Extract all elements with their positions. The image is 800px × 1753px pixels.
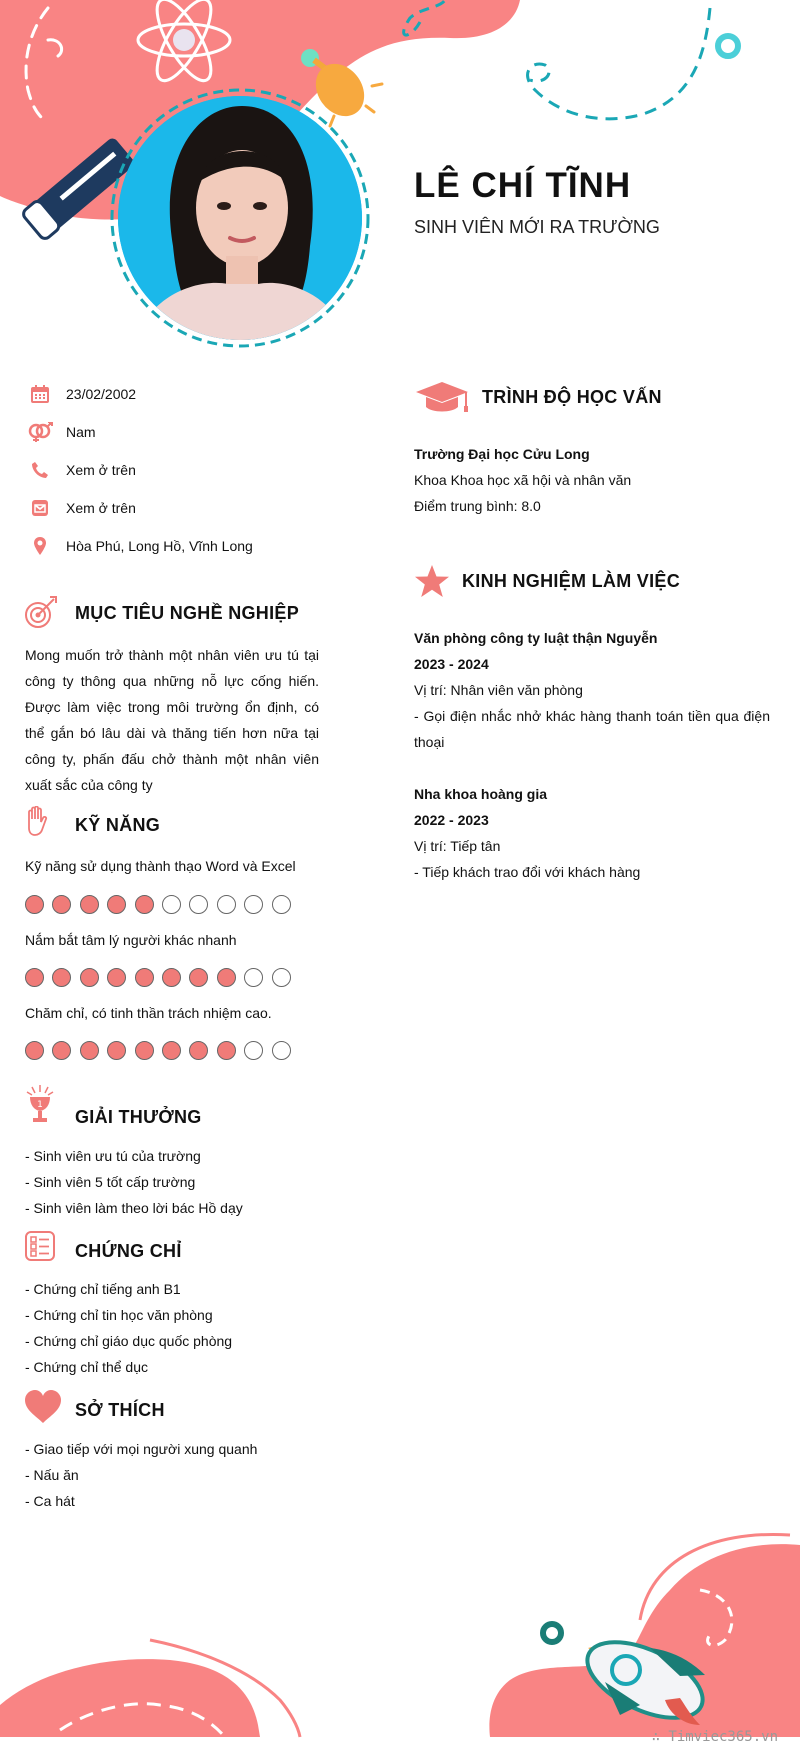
list-item: - Giao tiếp với mọi người xung quanh [25, 1441, 258, 1457]
hobbies-title: SỞ THÍCH [75, 1400, 165, 1420]
rating-dot-filled [25, 968, 44, 987]
gender-icon [26, 420, 54, 444]
rating-dot-empty [217, 895, 236, 914]
job-position: Vị trí: Tiếp tân [414, 838, 501, 854]
list-item: - Chứng chỉ giáo dục quốc phòng [25, 1333, 233, 1349]
objective-text: Mong muốn trở thành một nhân viên ưu tú tại công ty thông qua những nỗ lực cống hiến. Được làm việc trong môi trường ổn định, có thể gắn bó lâu dài và thăng tiến hơn nữa tại công ty, phấn đấu chở thành một nhân viên xuất sắc của công ty [25, 647, 319, 793]
list-item: - Ca hát [25, 1493, 75, 1509]
objective-title: MỤC TIÊU NGHỀ NGHIỆP [75, 603, 300, 623]
rating-dot-filled [25, 895, 44, 914]
graduation-cap-icon [414, 380, 470, 416]
company-name: Nha khoa hoàng gia [414, 786, 548, 802]
skill-label: Nắm bắt tâm lý người khác nhanh [25, 932, 237, 948]
skill-label: Chăm chỉ, có tinh thần trách nhiệm cao. [25, 1005, 272, 1021]
rating-dot-filled [135, 895, 154, 914]
contact-birthdate [26, 382, 136, 406]
skill-rating [25, 1041, 291, 1060]
experience-job [414, 781, 770, 885]
rating-dot-filled [52, 1041, 71, 1060]
list-item: - Sinh viên làm theo lời bác Hồ dạy [25, 1200, 243, 1216]
job-detail: - Gọi điện nhắc nhở khác hàng thanh toán tiền qua điện thoại [414, 708, 770, 750]
email-icon [26, 496, 54, 520]
phone-icon [26, 458, 54, 482]
list-item: - Chứng chỉ thể dục [25, 1359, 148, 1375]
certificate-icon [24, 1230, 56, 1262]
rating-dot-filled [80, 968, 99, 987]
address-text: Hòa Phú, Long Hồ, Vĩnh Long [66, 538, 253, 554]
list-item: - Sinh viên 5 tốt cấp trường [25, 1174, 196, 1190]
certificates-list [25, 1276, 232, 1380]
rating-dot-filled [217, 968, 236, 987]
list-item: - Sinh viên ưu tú của trường [25, 1148, 201, 1164]
awards-list [25, 1143, 243, 1221]
experience-title: KINH NGHIỆM LÀM VIỆC [462, 571, 681, 591]
avatar [118, 96, 362, 340]
candidate-name: LÊ CHÍ TĨNH [414, 166, 632, 205]
watermark: ∴ Timviec365.vn [651, 1729, 778, 1745]
rating-dot-filled [217, 1041, 236, 1060]
rating-dot-filled [189, 968, 208, 987]
rating-dot-filled [135, 1041, 154, 1060]
contact-gender [26, 420, 96, 444]
contact-address [26, 534, 253, 558]
rating-dot-empty [244, 1041, 263, 1060]
contact-email [26, 496, 136, 520]
footer-decoration [0, 1500, 800, 1753]
contact-phone [26, 458, 136, 482]
star-icon [414, 564, 450, 598]
svg-text:1: 1 [37, 1100, 43, 1110]
rating-dot-filled [52, 968, 71, 987]
rating-dot-filled [80, 1041, 99, 1060]
awards-title: GIẢI THƯỞNG [75, 1107, 202, 1127]
rating-dot-empty [244, 895, 263, 914]
list-item: - Nấu ăn [25, 1467, 79, 1483]
job-detail: - Tiếp khách trao đổi với khách hàng [414, 864, 641, 880]
target-icon [24, 595, 58, 629]
skills-title: KỸ NĂNG [75, 815, 161, 835]
rating-dot-filled [189, 1041, 208, 1060]
certificates-title: CHỨNG CHỈ [75, 1241, 182, 1261]
company-name: Văn phòng công ty luật thận Nguyễn [414, 630, 658, 646]
job-period: 2022 - 2023 [414, 812, 489, 828]
location-pin-icon [26, 534, 54, 558]
heart-icon [24, 1390, 62, 1424]
education-title: TRÌNH ĐỘ HỌC VẤN [482, 387, 662, 407]
rating-dot-empty [272, 968, 291, 987]
job-period: 2023 - 2024 [414, 656, 489, 672]
rating-dot-filled [135, 968, 154, 987]
rating-dot-filled [80, 895, 99, 914]
list-item: - Chứng chỉ tin học văn phòng [25, 1307, 213, 1323]
skill-label: Kỹ năng sử dụng thành thạo Word và Excel [25, 858, 296, 874]
rating-dot-filled [162, 1041, 181, 1060]
faculty-name: Khoa Khoa học xã hội và nhân văn [414, 472, 632, 488]
skill-rating [25, 968, 291, 987]
rating-dot-filled [107, 1041, 126, 1060]
trophy-icon [24, 1083, 56, 1125]
education-content [414, 441, 770, 519]
job-position: Vị trí: Nhân viên văn phòng [414, 682, 583, 698]
rating-dot-filled [107, 968, 126, 987]
rating-dot-empty [162, 895, 181, 914]
rating-dot-filled [52, 895, 71, 914]
rating-dot-empty [189, 895, 208, 914]
birthdate-text: 23/02/2002 [66, 386, 137, 402]
gender-text: Nam [66, 424, 96, 440]
rating-dot-empty [272, 1041, 291, 1060]
gpa-text: Điểm trung bình: 8.0 [414, 498, 541, 514]
candidate-role: SINH VIÊN MỚI RA TRƯỜNG [414, 217, 660, 237]
calendar-icon [26, 382, 54, 406]
skill-rating [25, 895, 291, 914]
rating-dot-filled [107, 895, 126, 914]
school-name: Trường Đại học Cửu Long [414, 446, 590, 462]
rating-dot-empty [272, 895, 291, 914]
rating-dot-filled [162, 968, 181, 987]
email-text: Xem ở trên [66, 500, 136, 516]
rating-dot-filled [25, 1041, 44, 1060]
rating-dot-empty [244, 968, 263, 987]
hand-icon [24, 806, 50, 838]
experience-job [414, 625, 770, 755]
list-item: - Chứng chỉ tiếng anh B1 [25, 1281, 181, 1297]
phone-text: Xem ở trên [66, 462, 136, 478]
